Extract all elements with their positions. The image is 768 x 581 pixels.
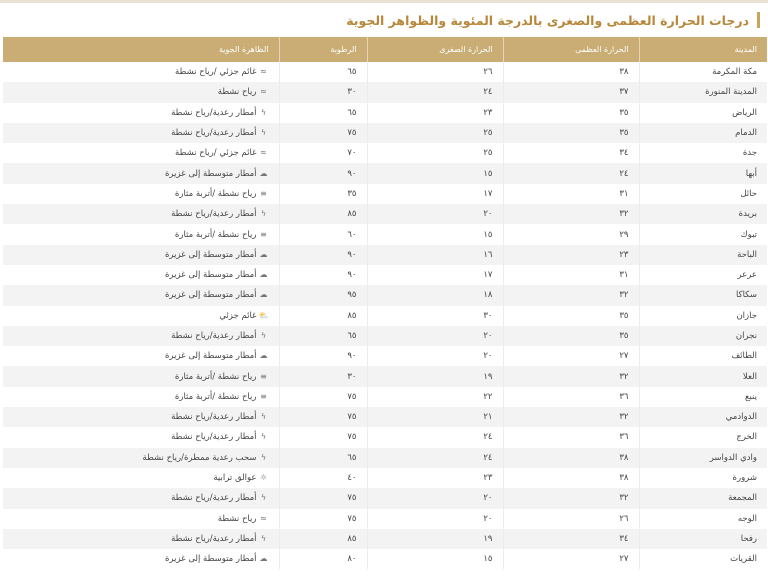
table-row: [3, 366, 767, 386]
cell-weather: [3, 488, 279, 508]
cell-weather: [3, 143, 279, 163]
wind-icon: ≈: [260, 148, 267, 158]
cell-weather: [3, 448, 279, 468]
cell-max-temp: ٣٤: [503, 529, 639, 549]
cell-max-temp: ٣٢: [503, 407, 639, 427]
cell-humidity: ٧٥: [279, 509, 367, 529]
header-min-temp: الحرارة الصغرى: [367, 37, 503, 62]
weather-text: رياح نشطة /أتربة مثارة: [174, 229, 257, 240]
cell-weather: [3, 387, 279, 407]
weather-text: رياح نشطة /أتربة مثارة: [174, 391, 257, 402]
cell-city: الوجه: [639, 509, 767, 529]
cell-city: حائل: [639, 184, 767, 204]
page-title: درجات الحرارة العظمى والصغرى بالدرجة المئوية والظواهر الجوية: [346, 12, 749, 28]
cell-min-temp: ١٥: [367, 224, 503, 244]
weather-text: أمطار متوسطة إلى غزيرة: [164, 270, 257, 281]
cell-min-temp: ١٦: [367, 245, 503, 265]
cell-weather: [3, 184, 279, 204]
cell-humidity: ٨٠: [279, 549, 367, 569]
cell-min-temp: ١٧: [367, 265, 503, 285]
weather-text: أمطار متوسطة إلى غزيرة: [164, 554, 257, 565]
cell-city: سكاكا: [639, 285, 767, 305]
cell-humidity: ٧٥: [279, 387, 367, 407]
rain-cloud-icon: ☁: [259, 351, 268, 361]
weather-text: أمطار رعدية/رياح نشطة: [171, 412, 257, 423]
cell-humidity: ٧٥: [279, 488, 367, 508]
cell-max-temp: ٣٢: [503, 204, 639, 224]
cell-weather: [3, 82, 279, 102]
table-row: [3, 143, 767, 163]
table-row: [3, 285, 767, 305]
wind-icon: ≈: [260, 87, 267, 97]
thunder-rain-icon: ϟ: [260, 533, 267, 543]
cell-max-temp: ٢٦: [503, 509, 639, 529]
thunder-rain-icon: ϟ: [260, 209, 267, 219]
weather-text: أمطار رعدية/رياح نشطة: [171, 432, 257, 443]
weather-text: غائم جزئي: [219, 310, 257, 321]
cell-weather: [3, 326, 279, 346]
dust-icon: ≡: [260, 229, 267, 239]
cell-city: المدينة المنورة: [639, 82, 767, 102]
header-city: المدينة: [639, 37, 767, 62]
thunder-rain-icon: ϟ: [260, 432, 267, 442]
table-row: [3, 488, 767, 508]
cell-city: الرياض: [639, 103, 767, 123]
cell-min-temp: ١٩: [367, 366, 503, 386]
weather-text: غائم جزئي /رياح نشطة: [175, 148, 257, 159]
cell-max-temp: ٣٢: [503, 366, 639, 386]
cell-min-temp: ٢٠: [367, 326, 503, 346]
cell-city: الدوادمي: [639, 407, 767, 427]
cell-humidity: ٩٠: [279, 265, 367, 285]
weather-text: أمطار رعدية/رياح نشطة: [171, 128, 257, 139]
table-row: [3, 82, 767, 102]
cell-city: شرورة: [639, 468, 767, 488]
weather-text: رياح نشطة: [217, 513, 257, 524]
cell-weather: [3, 529, 279, 549]
table-row: [3, 204, 767, 224]
cell-max-temp: ٣٥: [503, 103, 639, 123]
cell-humidity: ٧٥: [279, 407, 367, 427]
table-row: [3, 468, 767, 488]
title-accent-bar: [757, 12, 760, 28]
cell-humidity: ٦٠: [279, 224, 367, 244]
thunder-rain-icon: ϟ: [260, 493, 267, 503]
rain-cloud-icon: ☁: [259, 554, 268, 564]
cell-weather: [3, 407, 279, 427]
cell-min-temp: ٢١: [367, 407, 503, 427]
cell-max-temp: ٣٨: [503, 468, 639, 488]
weather-text: أمطار متوسطة إلى غزيرة: [164, 290, 257, 301]
cell-max-temp: ٣٥: [503, 306, 639, 326]
table-row: [3, 346, 767, 366]
cell-weather: [3, 306, 279, 326]
weather-text: أمطار رعدية/رياح نشطة: [171, 209, 257, 220]
cell-weather: [3, 204, 279, 224]
dust-icon: ≡: [260, 391, 267, 401]
cell-weather: [3, 245, 279, 265]
cell-min-temp: ٢٢: [367, 387, 503, 407]
weather-text: أمطار متوسطة إلى غزيرة: [164, 249, 257, 260]
weather-text: رياح نشطة /أتربة مثارة: [174, 371, 257, 382]
cell-city: أبها: [639, 163, 767, 183]
cell-max-temp: ٣٥: [503, 326, 639, 346]
cell-city: تبوك: [639, 224, 767, 244]
cell-weather: [3, 224, 279, 244]
partly-cloudy-icon: ⛅: [258, 310, 269, 320]
cell-humidity: ٧٥: [279, 427, 367, 447]
wind-icon: ≈: [260, 513, 267, 523]
table-row: [3, 163, 767, 183]
weather-text: عوالق ترابية: [213, 473, 257, 484]
table-row: [3, 407, 767, 427]
cell-city: جدة: [639, 143, 767, 163]
cell-max-temp: ٣٨: [503, 62, 639, 82]
cell-weather: [3, 62, 279, 82]
cell-humidity: ٣٥: [279, 184, 367, 204]
cell-min-temp: ١٥: [367, 549, 503, 569]
thunder-rain-icon: ϟ: [260, 107, 267, 117]
weather-text: رياح نشطة: [217, 87, 257, 98]
weather-text: أمطار رعدية/رياح نشطة: [171, 493, 257, 504]
cell-min-temp: ٢٥: [367, 143, 503, 163]
cell-min-temp: ٢٣: [367, 103, 503, 123]
table-row: [3, 549, 767, 569]
cell-max-temp: ٢٧: [503, 549, 639, 569]
header-weather: الظاهرة الجوية: [3, 37, 279, 62]
cell-humidity: ٣٠: [279, 366, 367, 386]
thunder-rain-icon: ϟ: [260, 331, 267, 340]
cell-humidity: ٩٠: [279, 163, 367, 183]
table-body: [3, 62, 767, 569]
cell-max-temp: ٣٢: [503, 285, 639, 305]
cell-max-temp: ٣٢: [503, 488, 639, 508]
cell-weather: [3, 549, 279, 569]
table-row: [3, 448, 767, 468]
cell-max-temp: ٢٣: [503, 245, 639, 265]
cell-max-temp: ٣٥: [503, 123, 639, 143]
cell-humidity: ٣٠: [279, 82, 367, 102]
table-header-row: [3, 37, 767, 62]
cell-min-temp: ٢٠: [367, 204, 503, 224]
rain-cloud-icon: ☁: [259, 270, 268, 280]
weather-text: غائم جزئي /رياح نشطة: [175, 67, 257, 78]
dust-icon: ≡: [260, 371, 267, 381]
weather-text: أمطار رعدية/رياح نشطة: [171, 107, 257, 118]
cell-max-temp: ٢٩: [503, 224, 639, 244]
cell-min-temp: ٣٠: [367, 306, 503, 326]
cell-humidity: ٩٠: [279, 346, 367, 366]
weather-text: أمطار متوسطة إلى غزيرة: [164, 168, 257, 179]
cell-humidity: ٨٥: [279, 306, 367, 326]
table-row: [3, 326, 767, 346]
cell-max-temp: ٣٧: [503, 82, 639, 102]
weather-table: [3, 37, 767, 569]
cell-city: ينبع: [639, 387, 767, 407]
cell-min-temp: ٢٤: [367, 82, 503, 102]
cell-weather: [3, 468, 279, 488]
table-row: [3, 427, 767, 447]
table-row: [3, 509, 767, 529]
cell-weather: [3, 366, 279, 386]
table-row: [3, 224, 767, 244]
cell-min-temp: ٢٤: [367, 448, 503, 468]
cell-weather: [3, 163, 279, 183]
cell-city: بريدة: [639, 204, 767, 224]
cell-min-temp: ١٥: [367, 163, 503, 183]
cell-humidity: ٩٥: [279, 285, 367, 305]
table-row: [3, 62, 767, 82]
table-row: [3, 184, 767, 204]
table-row: [3, 123, 767, 143]
cell-humidity: ٩٠: [279, 245, 367, 265]
table-row: [3, 245, 767, 265]
dust-icon: ≡: [260, 188, 267, 198]
thunder-rain-icon: ϟ: [260, 412, 267, 422]
cell-max-temp: ٢٧: [503, 346, 639, 366]
cell-humidity: ٦٥: [279, 103, 367, 123]
cell-weather: [3, 265, 279, 285]
cell-weather: [3, 103, 279, 123]
cell-max-temp: ٣١: [503, 184, 639, 204]
header-max-temp: الحرارة العظمى: [503, 37, 639, 62]
table-row: [3, 103, 767, 123]
cell-humidity: ٦٥: [279, 62, 367, 82]
cell-weather: [3, 427, 279, 447]
dust-haze-icon: ☼: [259, 473, 268, 483]
thunder-rain-icon: ϟ: [260, 452, 267, 462]
table-row: [3, 529, 767, 549]
cell-min-temp: ١٨: [367, 285, 503, 305]
cell-max-temp: ٣٦: [503, 427, 639, 447]
cell-min-temp: ٢٠: [367, 346, 503, 366]
rain-cloud-icon: ☁: [259, 168, 268, 178]
thunder-rain-icon: ϟ: [260, 128, 267, 138]
cell-city: الخرج: [639, 427, 767, 447]
section-header: [0, 3, 768, 37]
cell-min-temp: ٢٦: [367, 62, 503, 82]
cell-city: وادي الدواسر: [639, 448, 767, 468]
cell-city: جازان: [639, 306, 767, 326]
cell-humidity: ٧٠: [279, 143, 367, 163]
cell-city: عرعر: [639, 265, 767, 285]
table-row: [3, 306, 767, 326]
cell-max-temp: ٣٨: [503, 448, 639, 468]
cell-max-temp: ٣٤: [503, 143, 639, 163]
cell-min-temp: ٢٥: [367, 123, 503, 143]
cell-min-temp: ٢٠: [367, 509, 503, 529]
weather-text: أمطار رعدية/رياح نشطة: [171, 533, 257, 544]
cell-min-temp: ٢٠: [367, 488, 503, 508]
cell-max-temp: ٢٤: [503, 163, 639, 183]
cell-weather: [3, 509, 279, 529]
cell-weather: [3, 123, 279, 143]
cell-city: مكة المكرمة: [639, 62, 767, 82]
weather-text: سحب رعدية ممطرة/رياح نشطة: [142, 452, 257, 463]
cell-city: نجران: [639, 326, 767, 346]
cell-city: الباحة: [639, 245, 767, 265]
weather-text: أمطار رعدية/رياح نشطة: [171, 331, 257, 341]
cell-humidity: ٤٠: [279, 468, 367, 488]
cell-weather: [3, 285, 279, 305]
cell-min-temp: ٢٤: [367, 427, 503, 447]
cell-humidity: ٧٥: [279, 123, 367, 143]
wind-icon: ≈: [260, 67, 267, 77]
weather-text: رياح نشطة /أتربة مثارة: [174, 188, 257, 199]
cell-humidity: ٨٥: [279, 204, 367, 224]
cell-city: الدمام: [639, 123, 767, 143]
cell-humidity: ٨٥: [279, 529, 367, 549]
cell-city: المجمعة: [639, 488, 767, 508]
cell-min-temp: ١٧: [367, 184, 503, 204]
weather-text: أمطار متوسطة إلى غزيرة: [164, 351, 257, 362]
cell-city: القريات: [639, 549, 767, 569]
cell-max-temp: ٣٦: [503, 387, 639, 407]
cell-city: الطائف: [639, 346, 767, 366]
table-row: [3, 265, 767, 285]
cell-weather: [3, 346, 279, 366]
cell-city: العلا: [639, 366, 767, 386]
table-row: [3, 387, 767, 407]
cell-city: رفحا: [639, 529, 767, 549]
cell-min-temp: ٢٣: [367, 468, 503, 488]
cell-min-temp: ١٩: [367, 529, 503, 549]
rain-cloud-icon: ☁: [259, 290, 268, 300]
rain-cloud-icon: ☁: [259, 249, 268, 259]
cell-humidity: ٦٥: [279, 448, 367, 468]
cell-max-temp: ٣١: [503, 265, 639, 285]
header-humidity: الرطوبة: [279, 37, 367, 62]
cell-humidity: ٦٥: [279, 326, 367, 346]
